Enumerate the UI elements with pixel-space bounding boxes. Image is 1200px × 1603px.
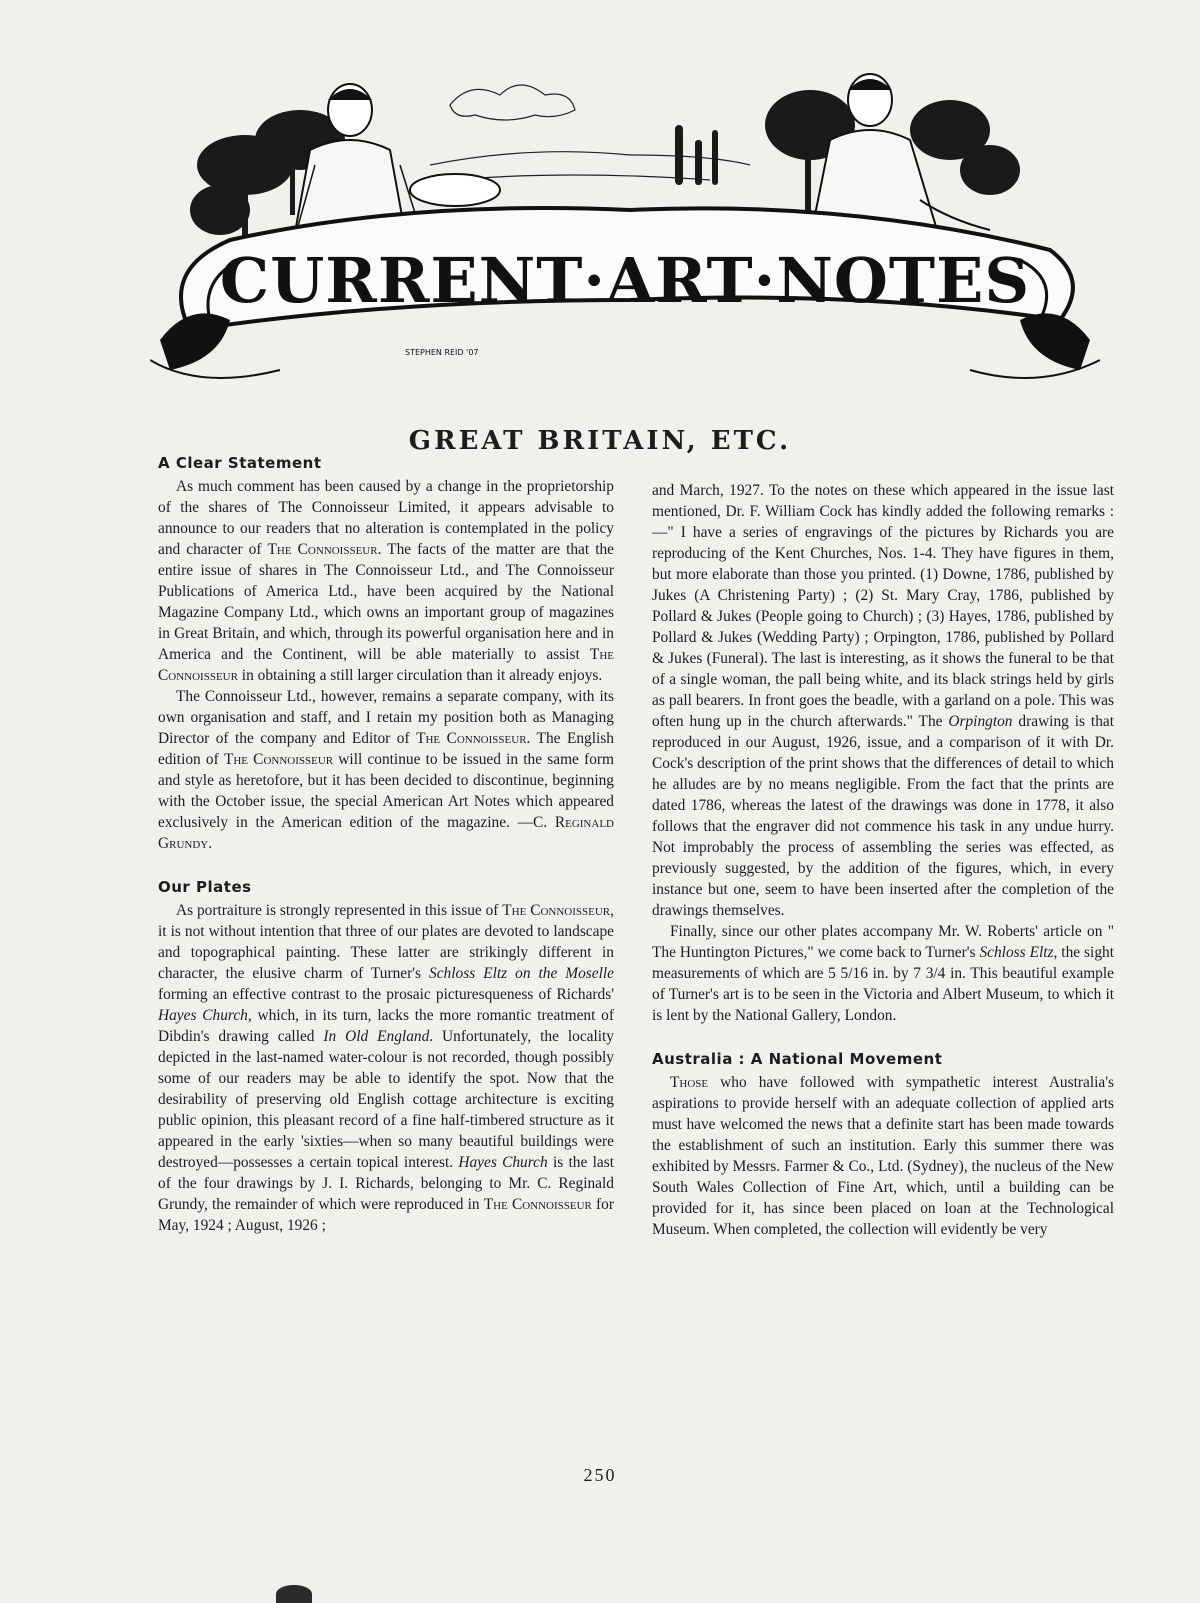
left-column xyxy=(158,454,614,1236)
banner-illustration xyxy=(150,70,1100,400)
artwork-title: Hayes Church xyxy=(158,1007,248,1024)
text-run: As portraiture is strongly represented in this issue of xyxy=(176,902,503,919)
heading-australia: Australia : A National Movement xyxy=(652,1050,943,1068)
paragraph xyxy=(652,1072,1114,1240)
text-run: . Unfortunately, the locality depicted in the last-named water-colour is not recorded, though possibly some of our readers may be able to identify the spot. Now that the desirability of preserving old English cottage architecture is exciting public opinion, this pleasant record of a fine half-timbered structure as it appeared in the early 'sixties—when so many beautiful buildings were destroyed—possesses a certain topical interest. xyxy=(158,1028,615,1171)
page-number: 250 xyxy=(583,1465,617,1485)
magazine-name: The Connoisseur xyxy=(483,1196,592,1213)
text-run: who have followed with sympathetic interest Australia's aspirations to provide herself with an adequate collection of applied arts must have welcomed the news that a definite start has been made towards the establishment of such an institution. Early this summer there was exhibited by Messrs. Farmer & Co., Ltd. (Sydney), the nucleus of the New South Wales Collection of Fine Art, which, until a building can be provided for it, has since been placed on loan at the Technological Museum. When completed, the collection will evidently be very xyxy=(652,1074,1114,1238)
lead-word: Those xyxy=(670,1074,709,1091)
text-run: and March, 1927. To the notes on these which appeared in the issue last mentioned, Dr. F. William Cock has kindly added the following remarks :—" I have a series of engravings of the pictures by Richards you are reproducing of the Kent Churches, Nos. 1-4. They have figures in them, but more elaborate than those you printed. (1) Downe, 1786, published by Jukes (A Christening Party) ; (2) St. Mary Cray, 1786, published by Pollard & Jukes (People going to Church) ; (3) Hayes, 1786, published by Pollard & Jukes (Wedding Party) ; Orpington, 1786, published by Pollard & Jukes (Funeral). The last is interesting, as it shows the funeral to be that of a single woman, the pall being white, and its black strings held by girls as pall bearers. In front goes the beadle, with a garland on a pole. This was often hung up in the church afterwards." The xyxy=(652,482,1114,730)
magazine-name: The Connoisseur xyxy=(267,541,378,558)
paragraph xyxy=(158,900,614,1236)
artist-signature: STEPHEN REID '07 xyxy=(405,348,479,357)
text-run: , which, in its turn, lacks the more romantic treatment of Dibdin's drawing called xyxy=(158,1007,614,1045)
artwork-title: Schloss Eltz xyxy=(979,944,1054,961)
text-run: in obtaining a still larger circulation than it already enjoys. xyxy=(237,667,603,684)
banner-title: CURRENT·ART·NOTES xyxy=(219,244,1031,317)
artwork-title: Hayes Church xyxy=(458,1154,548,1171)
text-run: . The English edition of xyxy=(158,730,614,768)
text-run: is the last of the four drawings by J. I. Richards, belonging to Mr. C. Reginald Grundy, the remainder of which were reproduced in xyxy=(158,1154,614,1213)
section-heading: GREAT BRITAIN, ETC. xyxy=(408,426,792,456)
scan-smudge xyxy=(276,1585,312,1603)
right-column xyxy=(652,480,1114,1240)
artwork-title: Orpington xyxy=(948,713,1013,730)
text-run: The Connoisseur Ltd., however, remains a separate company, with its own organisation and staff, and I retain my position both as Managing Director of the company and Editor of xyxy=(158,688,614,747)
text-run: , it is not without intention that three of our plates are devoted to landscape and topographical painting. These latter are strikingly different in character, the elusive charm of Turner's xyxy=(158,902,614,982)
text-run: forming an effective contrast to the prosaic picturesqueness of Richards' xyxy=(158,986,614,1003)
text-run: drawing is that reproduced in our August, 1926, issue, and a comparison of it with Dr. Cock's description of the print shows that the differences of detail to which he alludes are by no means negligible. From the fact that the prints are dated 1786, whereas the latest of the drawings was done in 1778, it also follows that the engraver did not commence his task in any undue hurry. Not improbably the process of assembling the series was effected, as previously suggested, by the addition of the figures, which, in every instance but one, seem to have been inserted after the completion of the drawings themselves. xyxy=(652,713,1114,919)
paragraph xyxy=(652,921,1114,1026)
text-run: for May, 1924 ; August, 1926 ; xyxy=(158,1196,614,1234)
heading-clear-statement: A Clear Statement xyxy=(158,454,322,472)
heading-our-plates: Our Plates xyxy=(158,878,252,896)
text-run: . The facts of the matter are that the entire issue of shares in The Connoisseur Ltd., and The Connoisseur Publications of America Ltd., have been acquired by the National Magazine Company Ltd., which owns an important group of magazines in Great Britain, and which, through its powerful organisation here and in America and the Continent, will be able materially to assist xyxy=(158,541,615,663)
text-run: As much comment has been caused by a change in the proprietorship of the shares of The Connoisseur Limited, it appears advisable to announce to our readers that no alteration is contemplated in the policy and character of xyxy=(158,478,614,558)
paragraph xyxy=(158,686,614,854)
text-run: will continue to be issued in the same form and style as heretofore, but it has been decided to discontinue, beginning with the October issue, the special American Art Notes which appeared exclusively in the American edition of the magazine. —C. xyxy=(158,751,614,831)
paragraph xyxy=(652,480,1114,921)
magazine-name: The Connoisseur xyxy=(223,751,334,768)
artwork-title: In Old England xyxy=(323,1028,430,1045)
text-run: . xyxy=(208,835,213,852)
text-run: , the sight measurements of which are 5 5/16 in. by 7 3/4 in. This beautiful example of Turner's art is to be seen in the Victoria and Albert Museum, to which it is lent by the National Gallery, London. xyxy=(652,944,1114,1024)
magazine-name: The Connoisseur xyxy=(502,902,611,919)
current-art-notes-banner xyxy=(150,70,1100,400)
artwork-title: Schloss Eltz on the Moselle xyxy=(429,965,615,982)
magazine-name: The Connoisseur xyxy=(158,646,614,684)
author-signature: Reginald Grundy xyxy=(158,814,614,852)
magazine-name: The Connoisseur xyxy=(416,730,527,747)
paragraph xyxy=(158,476,614,686)
text-run: Finally, since our other plates accompany Mr. W. Roberts' article on " The Huntington Pictures," we come back to Turner's xyxy=(652,923,1114,961)
cypress-trees xyxy=(675,125,718,185)
